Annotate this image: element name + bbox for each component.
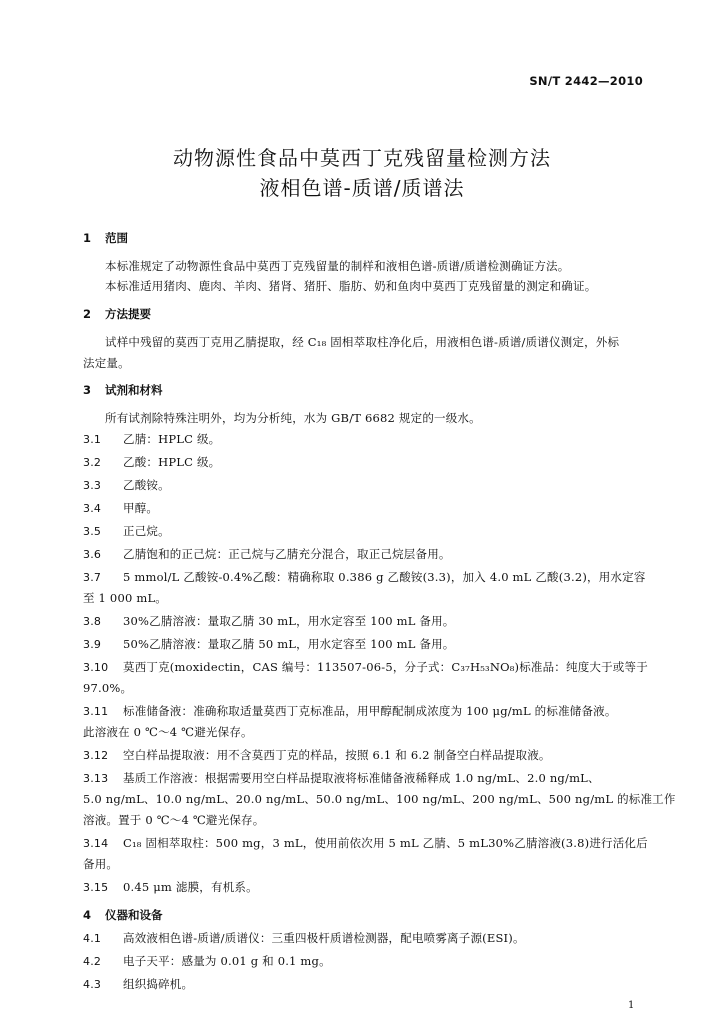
list-item [83, 500, 158, 516]
list-item [83, 477, 170, 493]
list-item [83, 835, 648, 851]
item-text: 组织捣碎机。 [123, 977, 194, 991]
page-number: 1 [628, 1000, 635, 1011]
item-text: 电子天平：感量为 0.01 g 和 0.1 mg。 [123, 954, 331, 968]
item-number: 3.14 [83, 837, 109, 850]
item-number: 3.3 [83, 479, 102, 492]
item-text: 高效液相色谱-质谱/质谱仪：三重四极杆质谱检测器，配电喷雾离子源(ESI)。 [123, 931, 525, 945]
list-item [83, 431, 220, 447]
item-number: 4.2 [83, 955, 102, 968]
item-text: 标准储备液：准确称取适量莫西丁克标准品，用甲醇配制成浓度为 100 μg/mL 的标准储备液。 [123, 704, 617, 718]
item-text: 30%乙腈溶液：量取乙腈 30 mL，用水定容至 100 mL 备用。 [123, 614, 455, 628]
item-text: 0.45 μm 滤膜，有机系。 [123, 880, 258, 894]
item-number: 4.3 [83, 978, 102, 991]
list-item [83, 930, 525, 946]
section-3-heading [83, 382, 163, 398]
section-2-paragraph-line-1: 试样中残留的莫西丁克用乙腈提取，经 C₁₈ 固相萃取柱净化后，用液相色谱-质谱/质谱仪测定，外标 [105, 335, 620, 349]
item-number: 3.5 [83, 525, 102, 538]
section-number: 1 [83, 231, 92, 245]
item-number: 3.9 [83, 638, 102, 651]
section-title: 试剂和材料 [105, 383, 163, 397]
section-1-paragraph-1: 本标准规定了动物源性食品中莫西丁克残留量的制样和液相色谱-质谱/质谱检测确证方法。 [105, 259, 570, 273]
list-item-continuation: 97.0%。 [83, 681, 133, 695]
item-text: 50%乙腈溶液：量取乙腈 50 mL，用水定容至 100 mL 备用。 [123, 637, 455, 651]
list-item [83, 636, 455, 652]
section-2-paragraph-line-2: 法定量。 [83, 356, 130, 370]
item-number: 3.1 [83, 433, 102, 446]
item-text: 乙酸：HPLC 级。 [123, 455, 221, 469]
section-number: 4 [83, 908, 92, 922]
list-item [83, 976, 193, 992]
list-item [83, 953, 331, 969]
list-item [83, 879, 258, 895]
section-3-intro: 所有试剂除特殊注明外，均为分析纯，水为 GB/T 6682 规定的一级水。 [105, 411, 481, 425]
list-item [83, 546, 451, 562]
list-item [83, 613, 455, 629]
item-number: 3.4 [83, 502, 102, 515]
list-item-continuation: 溶液。置于 0 ℃～4 ℃避光保存。 [83, 813, 265, 827]
item-text: 乙酸铵。 [123, 478, 170, 492]
item-text: 莫西丁克(moxidectin，CAS 编号：113507-06-5，分子式：C₃₇H₅₃NO₈)标准品：纯度大于或等于 [123, 660, 648, 674]
document-title-line-1: 动物源性食品中莫西丁克残留量检测方法 [173, 146, 551, 170]
item-number: 3.15 [83, 881, 109, 894]
item-number: 3.2 [83, 456, 102, 469]
item-number: 3.7 [83, 571, 102, 584]
list-item [83, 770, 600, 786]
item-number: 3.8 [83, 615, 102, 628]
item-number: 3.11 [83, 705, 109, 718]
list-item [83, 703, 617, 719]
section-1-paragraph-2: 本标准适用猪肉、鹿肉、羊肉、猪肾、猪肝、脂肪、奶和鱼肉中莫西丁克残留量的测定和确证。 [105, 279, 597, 293]
document-title-line-2: 液相色谱-质谱/质谱法 [259, 176, 465, 200]
list-item [83, 569, 646, 585]
list-item-continuation: 5.0 ng/mL、10.0 ng/mL、20.0 ng/mL、50.0 ng/mL、100 ng/mL、200 ng/mL、500 ng/mL 的标准工作 [83, 792, 676, 806]
item-number: 3.12 [83, 749, 109, 762]
item-number: 4.1 [83, 932, 102, 945]
standard-code: SN/T 2442—2010 [529, 74, 643, 88]
list-item [83, 747, 551, 763]
item-text: 基质工作溶液：根据需要用空白样品提取液将标准储备液稀释成 1.0 ng/mL、2.0 ng/mL、 [123, 771, 600, 785]
item-text: 甲醇。 [123, 501, 159, 515]
section-2-heading [83, 306, 151, 322]
list-item-continuation: 此溶液在 0 ℃～4 ℃避光保存。 [83, 725, 253, 739]
item-text: 空白样品提取液：用不含莫西丁克的样品，按照 6.1 和 6.2 制备空白样品提取液。 [123, 748, 551, 762]
item-text: 5 mmol/L 乙酸铵-0.4%乙酸：精确称取 0.386 g 乙酸铵(3.3)，加入 4.0 mL 乙酸(3.2)，用水定容 [123, 570, 646, 584]
list-item [83, 454, 220, 470]
item-number: 3.10 [83, 661, 109, 674]
item-text: 正己烷。 [123, 524, 170, 538]
section-title: 方法提要 [105, 307, 151, 321]
item-text: 乙腈饱和的正己烷：正己烷与乙腈充分混合，取正己烷层备用。 [123, 547, 451, 561]
section-title: 仪器和设备 [105, 908, 163, 922]
section-4-heading [83, 907, 163, 923]
section-number: 2 [83, 307, 92, 321]
section-number: 3 [83, 383, 92, 397]
list-item [83, 523, 170, 539]
item-number: 3.13 [83, 772, 109, 785]
item-text: C₁₈ 固相萃取柱：500 mg，3 mL，使用前依次用 5 mL 乙腈、5 mL30%乙腈溶液(3.8)进行活化后 [123, 836, 648, 850]
list-item [83, 659, 648, 675]
list-item-continuation: 备用。 [83, 857, 119, 871]
list-item-continuation: 至 1 000 mL。 [83, 591, 167, 605]
item-number: 3.6 [83, 548, 102, 561]
section-1-heading [83, 230, 128, 246]
item-text: 乙腈：HPLC 级。 [123, 432, 221, 446]
section-title: 范围 [105, 231, 128, 245]
